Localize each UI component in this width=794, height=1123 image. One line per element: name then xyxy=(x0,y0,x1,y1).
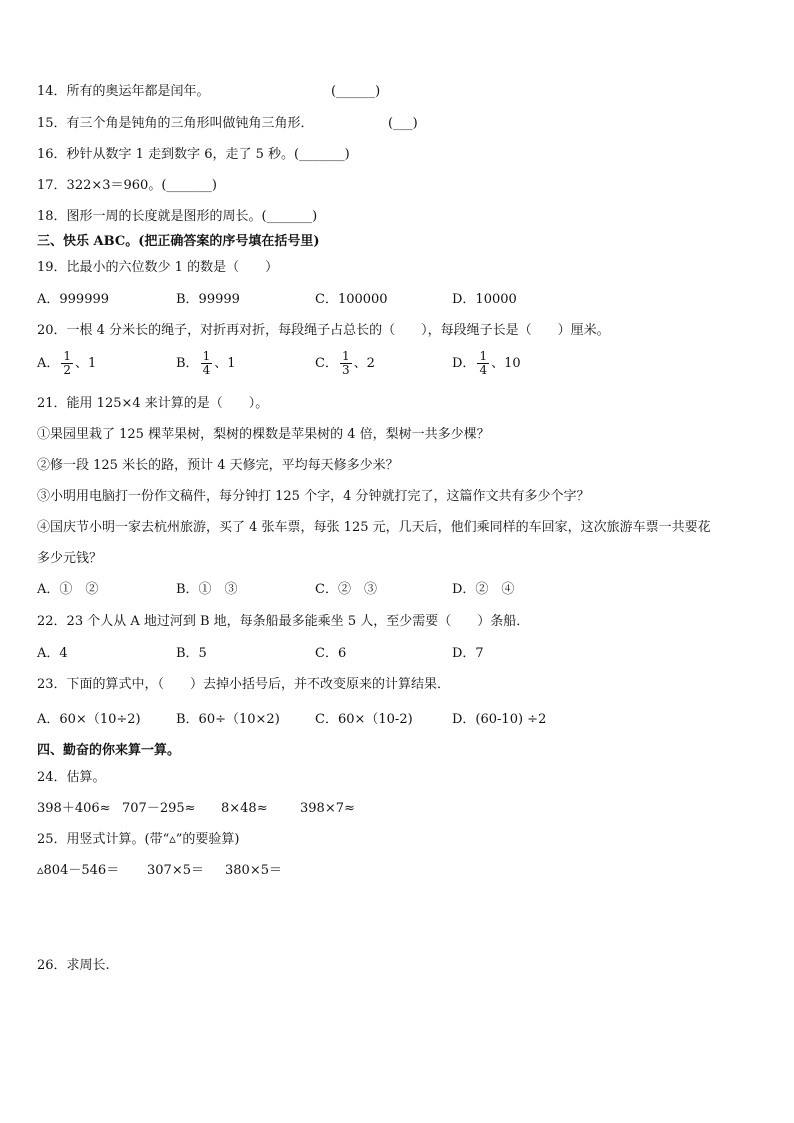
question-23-option-a[interactable]: A．60×（10÷2) xyxy=(37,712,141,727)
question-21-item-3: ③小明用电脑打一份作文稿件，每分钟打 125 个字，4 分钟就打完了，这篇作文共有多少个字？ xyxy=(37,489,590,504)
question-20-option-c[interactable]: C． $\frac{1}{3}$ 、2 xyxy=(315,349,375,377)
question-19-option-c[interactable]: C．100000 xyxy=(315,292,388,307)
option-b-label: B． xyxy=(176,356,199,371)
question-17: 17．322×3＝960。(_______) xyxy=(37,178,217,193)
section-3-heading: 三、快乐 ABC。(把正确答案的序号填在括号里) xyxy=(37,234,320,249)
question-25-item-3: 380×5＝ xyxy=(225,863,282,878)
question-21-option-c[interactable]: C．② ③ xyxy=(315,582,377,597)
question-14-answer-blank[interactable]: (______) xyxy=(331,84,381,99)
question-19-option-a[interactable]: A．999999 xyxy=(37,292,110,307)
question-25-item-1: ▵804－546＝ xyxy=(37,863,120,878)
option-c-label: C． xyxy=(315,356,338,371)
question-14 xyxy=(37,83,381,101)
question-21-option-a[interactable]: A．① ② xyxy=(37,582,99,597)
question-21-item-1: ①果园里栽了 125 棵苹果树，梨树的棵数是苹果树的 4 倍，梨树一共多少棵？ xyxy=(37,427,490,442)
question-23-option-b[interactable]: B．60÷（10×2) xyxy=(176,712,280,727)
question-15 xyxy=(37,115,418,133)
question-24-text: 24．估算。 xyxy=(37,770,106,785)
fraction: $\frac{1}{2}$ xyxy=(63,349,72,377)
fraction: $\frac{1}{4}$ xyxy=(202,349,211,377)
question-21-item-4: ④国庆节小明一家去杭州旅游，买了 4 张车票，每张 125 元，几天后，他们乘同样的车回家，这次旅游车票一共要花 xyxy=(37,520,711,535)
question-24-item-1: 398＋406≈ xyxy=(37,801,111,816)
question-23-option-d[interactable]: D．(60-10) ÷2 xyxy=(452,712,547,727)
question-14-text: 14．所有的奥运年都是闰年。 xyxy=(37,84,210,99)
question-24-item-4: 398×7≈ xyxy=(300,801,355,816)
question-19-option-b[interactable]: B．99999 xyxy=(176,292,240,307)
fraction: $\frac{1}{3}$ xyxy=(341,349,350,377)
question-21-item-2: ②修一段 125 米长的路，预计 4 天修完，平均每天修多少米？ xyxy=(37,458,399,473)
question-24-item-2: 707－295≈ xyxy=(122,801,196,816)
question-19-option-d[interactable]: D．10000 xyxy=(452,292,517,307)
question-20-option-a[interactable]: A． $\frac{1}{2}$ 、1 xyxy=(37,349,97,377)
question-23-option-c[interactable]: C．60×（10-2) xyxy=(315,712,413,727)
question-21-option-d[interactable]: D．② ④ xyxy=(452,582,515,597)
section-4-heading: 四、勤奋的你来算一算。 xyxy=(37,743,181,758)
question-22-option-d[interactable]: D．7 xyxy=(452,646,484,661)
option-d-label: D． xyxy=(452,356,476,371)
question-21-item-4-cont: 多少元钱？ xyxy=(37,551,103,566)
question-20-option-d[interactable]: D． $\frac{1}{4}$ 、10 xyxy=(452,349,521,377)
question-24-item-3: 8×48≈ xyxy=(221,801,268,816)
question-20-text: 20．一根 4 分米长的绳子，对折再对折，每段绳子占总长的（ ），每段绳子长是（ ）厘米。 xyxy=(37,323,610,338)
question-20-option-b[interactable]: B． $\frac{1}{4}$ 、1 xyxy=(176,349,236,377)
question-15-text: 15．有三个角是钝角的三角形叫做钝角三角形． xyxy=(37,116,314,131)
question-22-option-b[interactable]: B．5 xyxy=(176,646,207,661)
question-15-answer-blank[interactable]: (___) xyxy=(388,116,418,131)
question-23-text: 23．下面的算式中，（ ）去掉小括号后，并不改变原来的计算结果． xyxy=(37,677,451,692)
question-18: 18．图形一周的长度就是图形的周长。(_______) xyxy=(37,209,318,224)
question-22-option-a[interactable]: A．4 xyxy=(37,646,68,661)
question-26-text: 26．求周长. xyxy=(37,958,110,973)
question-22-option-c[interactable]: C．6 xyxy=(315,646,347,661)
question-19-text: 19．比最小的六位数少 1 的数是（ ） xyxy=(37,260,279,275)
option-a-label: A． xyxy=(37,356,60,371)
question-22-text: 22．23 个人从 A 地过河到 B 地，每条船最多能乘坐 5 人，至少需要（ ）条船． xyxy=(37,614,530,629)
question-25-text: 25．用竖式计算。(带“▵”的要验算) xyxy=(37,832,240,847)
fraction: $\frac{1}{4}$ xyxy=(479,349,488,377)
question-21-text: 21．能用 125×4 来计算的是（ ）。 xyxy=(37,396,269,411)
question-25-item-2: 307×5＝ xyxy=(147,863,204,878)
question-21-option-b[interactable]: B．① ③ xyxy=(176,582,238,597)
question-16: 16．秒针从数字 1 走到数字 6，走了 5 秒。(_______) xyxy=(37,147,350,162)
